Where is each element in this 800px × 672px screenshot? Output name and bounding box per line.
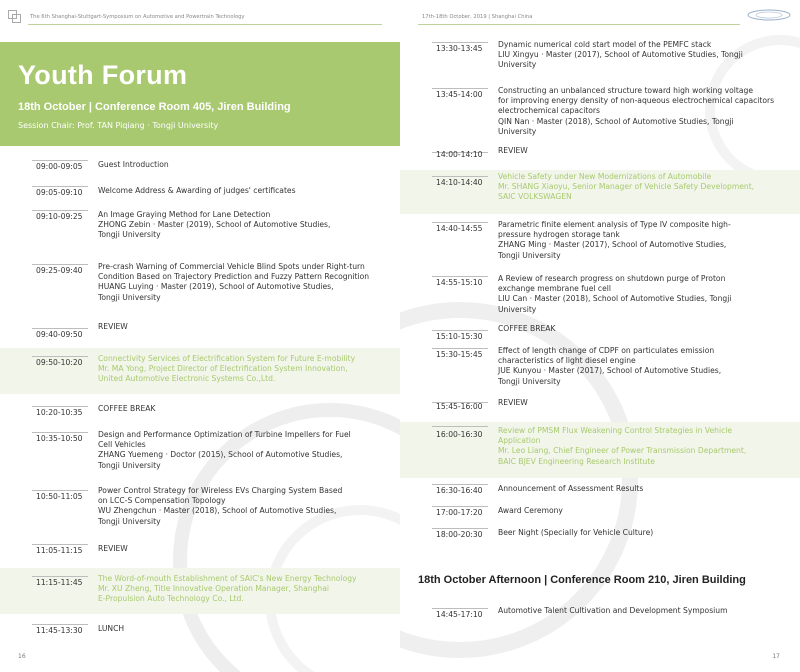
session-title: Beer Night (Specially for Vehicle Culture): [498, 528, 654, 537]
session-detail-line: HUANG Luying · Master (2019), School of Automotive Studies,: [98, 282, 334, 292]
time-slot: 11:05-11:15: [36, 546, 83, 555]
session-detail-line: Tongji University: [498, 250, 561, 260]
session-title: Automotive Talent Cultivation and Development Symposium: [498, 606, 728, 615]
session-title: COFFEE BREAK: [98, 404, 156, 413]
time-slot: 18:00-20:30: [436, 530, 483, 539]
time-slot: 15:10-15:30: [436, 332, 483, 341]
time-slot: 13:30-13:45: [436, 44, 483, 53]
time-slot: 16:30-16:40: [436, 486, 483, 495]
session-detail-line: United Automotive Electronic Systems Co.,Ltd.: [98, 374, 276, 384]
session-title: Power Control Strategy for Wireless EVs Charging System Based: [98, 486, 343, 495]
brand-logo-icon: [746, 8, 792, 22]
schedule-row: [400, 344, 800, 394]
schedule-row: [400, 36, 800, 82]
session-detail-line: ZHANG Yuemeng · Doctor (2015), School of Automotive Studies,: [98, 450, 343, 460]
time-slot: 15:30-15:45: [436, 350, 483, 359]
session-title: Parametric finite element analysis of Type IV composite high-: [498, 220, 731, 229]
session-detail-line: Tongji University: [98, 516, 161, 526]
session-details: [498, 86, 783, 137]
session-chair: Session Chair: Prof. TAN Piqiang · Tongji University: [18, 121, 219, 130]
right-header: [400, 0, 800, 26]
schedule-row: [400, 272, 800, 322]
session-details: [98, 210, 388, 241]
session-detail-line: University: [498, 304, 537, 314]
session-detail-line: LIU Xingyu · Master (2017), School of Automotive Studies, Tongji: [498, 50, 743, 60]
session-detail-line: Tongji University: [498, 376, 561, 386]
session-title: Welcome Address & Awarding of judges' certificates: [98, 186, 296, 195]
session-detail-line: WU Zhengchun · Master (2018), School of Automotive Studies,: [98, 506, 337, 516]
schedule-row: [0, 204, 400, 254]
time-slot: 09:05-09:10: [36, 188, 83, 197]
schedule-row: [400, 502, 800, 524]
session-detail-line: Tongji University: [98, 230, 161, 240]
schedule-row: [0, 538, 400, 568]
session-details: [498, 40, 783, 71]
session-detail-line: Tongji University: [98, 460, 161, 470]
schedule-row: [0, 398, 400, 424]
session-detail-line: BAIC BJEV Engineering Research Institute: [498, 456, 655, 466]
page-number-left: 16: [18, 653, 26, 660]
session-details: [498, 146, 783, 156]
session-detail-line: Tongji University: [98, 292, 161, 302]
session-detail-line: characteristics of light diesel engine: [498, 356, 636, 366]
session-title: Guest Introduction: [98, 160, 169, 169]
symposium-logo-icon: [8, 10, 22, 24]
session-details: [498, 172, 783, 203]
schedule-row: [400, 146, 800, 168]
schedule-row: [0, 256, 400, 320]
session-detail-line: pressure hydrogen storage tank: [498, 230, 620, 240]
session-details: [498, 606, 783, 616]
schedule-row: [0, 424, 400, 480]
session-details: [498, 528, 783, 538]
session-title: Dynamic numerical cold start model of the PEMFC stack: [498, 40, 712, 49]
session-title: Design and Performance Optimization of Turbine Impellers for Fuel: [98, 430, 351, 439]
session-title: Vehicle Safety under New Modernizations of Automobile: [498, 172, 712, 181]
session-title: Award Ceremony: [498, 506, 563, 515]
session-detail-line: Application: [498, 436, 541, 446]
schedule-row: [400, 604, 800, 626]
session-title: An Image Graying Method for Lane Detection: [98, 210, 271, 219]
time-slot: 09:10-09:25: [36, 212, 83, 221]
session-title: Announcement of Assessment Results: [498, 484, 644, 493]
time-slot: 15:45-16:00: [436, 402, 483, 411]
session-details: [98, 186, 388, 196]
time-slot: 10:35-10:50: [36, 434, 83, 443]
session-details: [98, 544, 388, 554]
schedule-row: [400, 422, 800, 478]
header-left-text: The 6th Shanghai-Stuttgart-Symposium on Automotive and Powertrain Technology: [30, 14, 245, 20]
time-slot: 17:00-17:20: [436, 508, 483, 517]
schedule-row: [400, 170, 800, 214]
session-detail-line: QIN Nan · Master (2018), School of Automotive Studies, Tongji: [498, 116, 734, 126]
session-detail-line: on LCC-S Compensation Topology: [98, 496, 226, 506]
session-detail-line: E-Propulsion Auto Technology Co., Ltd.: [98, 594, 244, 604]
session-details: [98, 160, 388, 170]
session-title: REVIEW: [498, 398, 528, 407]
session-details: [498, 274, 783, 315]
afternoon-heading: 18th October Afternoon | Conference Room 210, Jiren Building: [418, 574, 746, 586]
session-details: [498, 398, 783, 408]
time-slot: 09:25-09:40: [36, 266, 83, 275]
time-slot: 14:00-14:10: [436, 150, 483, 159]
session-details: [98, 430, 388, 471]
session-details: [498, 346, 783, 387]
session-details: [498, 426, 783, 467]
session-title: The Word-of-mouth Establishment of SAIC's New Energy Technology: [98, 574, 357, 583]
session-details: [498, 484, 783, 494]
time-slot: 16:00-16:30: [436, 430, 483, 439]
session-title: A Review of research progress on shutdown purge of Proton: [498, 274, 726, 283]
session-details: [98, 486, 388, 527]
session-details: [98, 322, 388, 332]
page-number-right: 17: [772, 653, 780, 660]
header-right-text: 17th-18th October, 2019 | Shanghai China: [422, 14, 533, 20]
session-details: [498, 324, 783, 334]
hero-banner: [0, 42, 400, 146]
time-slot: 14:10-14:40: [436, 178, 483, 187]
session-detail-line: Mr. Leo Liang, Chief Engineer of Power Transmission Department,: [498, 446, 747, 456]
time-slot: 09:40-09:50: [36, 330, 83, 339]
session-details: [98, 262, 388, 303]
schedule-row: [400, 480, 800, 502]
page-title: Youth Forum: [18, 60, 188, 90]
session-title: Review of PMSM Flux Weakening Control Strategies in Vehicle: [498, 426, 733, 435]
time-slot: 09:50-10:20: [36, 358, 83, 367]
session-details: [98, 354, 388, 385]
schedule-row: [0, 482, 400, 538]
session-title: REVIEW: [498, 146, 528, 155]
session-detail-line: University: [498, 60, 537, 70]
time-slot: 11:45-13:30: [36, 626, 83, 635]
session-detail-line: LIU Can · Master (2018), School of Automotive Studies, Tongji: [498, 294, 732, 304]
session-title: COFFEE BREAK: [498, 324, 556, 333]
session-detail-line: Mr. XU Zheng, Title Innovative Operation Manager, Shanghai: [98, 584, 329, 594]
session-title: Effect of length change of CDPF on particulates emission: [498, 346, 715, 355]
session-details: [98, 574, 388, 605]
session-title: LUNCH: [98, 624, 125, 633]
session-title: Constructing an unbalanced structure toward high working voltage: [498, 86, 754, 95]
session-details: [98, 624, 388, 634]
session-detail-line: Mr. SHANG Xiaoyu, Senior Manager of Vehicle Safety Development,: [498, 182, 755, 192]
session-detail-line: SAIC VOLKSWAGEN: [498, 192, 572, 202]
session-detail-line: Cell Vehicles: [98, 440, 146, 450]
schedule-row: [0, 568, 400, 614]
schedule-row: [0, 618, 400, 644]
schedule-row: [400, 218, 800, 270]
session-title: REVIEW: [98, 544, 128, 553]
session-detail-line: Mr. MA Yong, Project Director of Electrification System Innovation,: [98, 364, 348, 374]
schedule-row: [0, 152, 400, 176]
schedule-row: [400, 396, 800, 418]
session-detail-line: exchange membrane fuel cell: [498, 284, 611, 294]
session-detail-line: electrochemical capacitors: [498, 106, 601, 116]
session-title: Connectivity Services of Electrification System for Future E-mobility: [98, 354, 356, 363]
schedule-row: [400, 324, 800, 344]
session-title: Pre-crash Warning of Commercial Vehicle Blind Spots under Right-turn: [98, 262, 365, 271]
time-slot: 13:45-14:00: [436, 90, 483, 99]
time-slot: 14:40-14:55: [436, 224, 483, 233]
session-detail-line: for improving energy density of non-aqueous electrochemical capacitors: [498, 96, 775, 106]
session-details: [98, 404, 388, 414]
schedule-row: [400, 524, 800, 546]
time-slot: 11:15-11:45: [36, 578, 83, 587]
session-detail-line: JUE Kunyou · Master (2017), School of Automotive Studies,: [498, 366, 722, 376]
time-slot: 10:20-10:35: [36, 408, 83, 417]
left-header: [0, 0, 400, 26]
time-slot: 14:55-15:10: [436, 278, 483, 287]
session-details: [498, 220, 783, 261]
schedule-row: [400, 84, 800, 146]
time-slot: 09:00-09:05: [36, 162, 83, 171]
schedule-row: [0, 320, 400, 348]
session-detail-line: Condition Based on Trajectory Prediction and Fuzzy Pattern Recognition: [98, 272, 370, 282]
right-page: [400, 0, 800, 672]
session-title: REVIEW: [98, 322, 128, 331]
session-details: [498, 506, 783, 516]
session-detail-line: ZHONG Zebin · Master (2019), School of Automotive Studies,: [98, 220, 331, 230]
session-detail-line: ZHANG Ming · Master (2017), School of Automotive Studies,: [498, 240, 727, 250]
schedule-row: [0, 348, 400, 394]
session-subtitle: 18th October | Conference Room 405, Jiren Building: [18, 101, 291, 113]
time-slot: 10:50-11:05: [36, 492, 83, 501]
schedule-row: [0, 178, 400, 202]
session-detail-line: University: [498, 126, 537, 136]
time-slot: 14:45-17:10: [436, 610, 483, 619]
